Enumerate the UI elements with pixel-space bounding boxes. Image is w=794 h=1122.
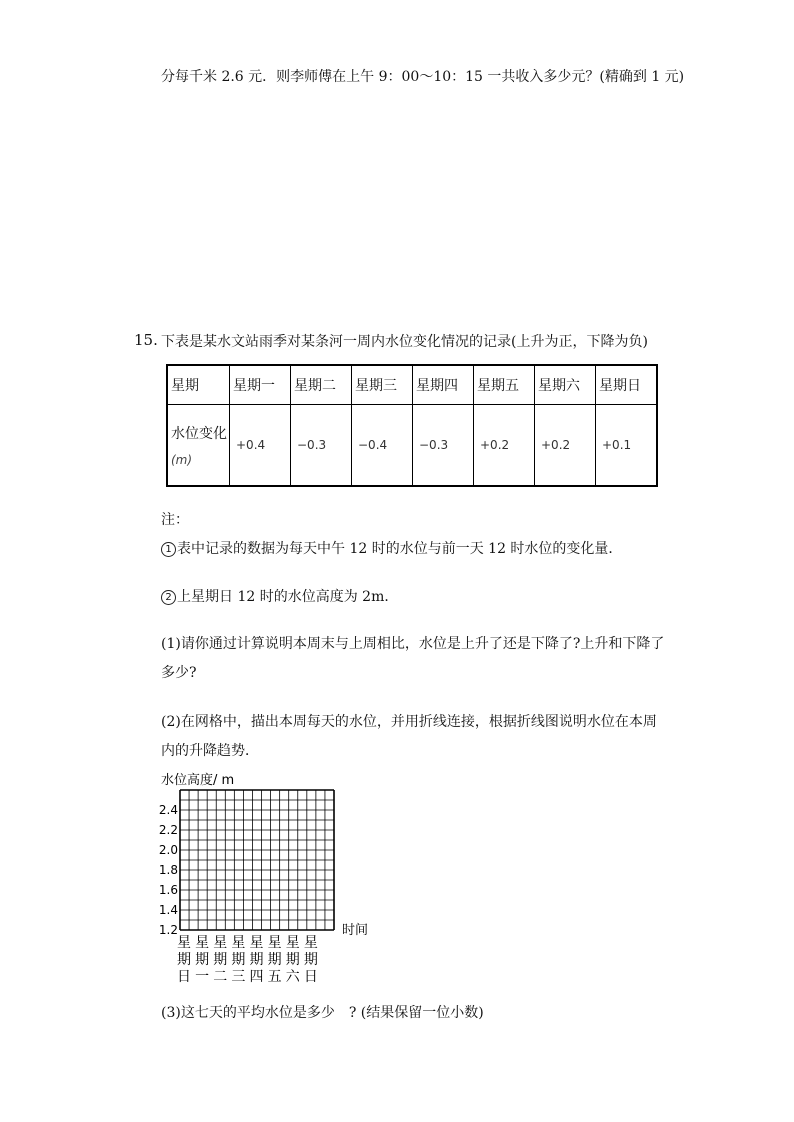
table-day: 星期四	[413, 365, 474, 405]
x-category-label: 五	[267, 969, 282, 985]
y-tick-label: 2.2	[158, 823, 178, 837]
y-tick-label: 2.0	[158, 843, 178, 857]
table-value: +0.1	[596, 405, 658, 487]
chart-x-categories	[177, 935, 318, 985]
note-number-badge: 2	[161, 590, 176, 605]
table-value: −0.3	[291, 405, 352, 487]
table-day: 星期日	[596, 365, 658, 405]
table-value: +0.2	[474, 405, 535, 487]
x-category-label: 期	[303, 952, 318, 968]
note-2	[161, 586, 398, 606]
x-category-label: 日	[177, 969, 191, 985]
previous-question-tail: 分每千米 2.6 元．则李师傅在上午 9：00～10：15 一共收入多少元？(精确到 1 元)	[161, 69, 685, 85]
x-category-label: 二	[213, 969, 228, 985]
x-category-label: 星	[231, 935, 246, 951]
chart-y-ticks	[159, 803, 178, 937]
table-day: 星期一	[230, 365, 291, 405]
x-category-label: 星	[285, 935, 300, 951]
table-header-row	[167, 365, 657, 405]
x-category-label: 星	[303, 935, 318, 951]
x-category-label: 三	[231, 969, 246, 985]
x-category-label: 期	[231, 952, 246, 968]
x-category-label: 期	[177, 952, 191, 968]
table-header-label: 星期	[167, 365, 230, 405]
water-level-grid-chart	[150, 768, 390, 990]
table-row-label	[167, 405, 230, 487]
note-number-badge: 1	[161, 542, 176, 557]
row-label-text: 水位变化	[171, 426, 227, 442]
table-day: 星期六	[535, 365, 596, 405]
row-label-unit: (m)	[171, 453, 193, 467]
x-category-label: 期	[267, 952, 282, 968]
note-1-text: 表中记录的数据为每天中午 12 时的水位与前一天 12 时水位的变化量．	[177, 541, 623, 557]
sub-question-3: (3)这七天的平均水位是多少 ? (结果保留一位小数)	[161, 1005, 484, 1021]
sub-question-1-cont: 多少?	[161, 665, 197, 681]
table-value: +0.4	[230, 405, 291, 487]
x-category-label: 日	[303, 969, 318, 985]
y-tick-label: 1.8	[158, 863, 178, 877]
x-category-label: 期	[213, 952, 228, 968]
y-tick-label: 1.6	[158, 883, 178, 897]
y-tick-label: 1.4	[158, 903, 178, 917]
table-value: +0.2	[535, 405, 596, 487]
sub-question-2-cont: 内的升降趋势．	[161, 743, 259, 759]
x-category-label: 期	[285, 952, 300, 968]
chart-xlabel: 时间	[342, 923, 369, 938]
table-day: 星期三	[352, 365, 413, 405]
question-text: 下表是某水文站雨季对某条河一周内水位变化情况的记录(上升为正，下降为负)	[161, 334, 648, 350]
x-category-label: 一	[195, 969, 210, 985]
x-category-label: 星	[195, 935, 210, 951]
table-value: −0.4	[352, 405, 413, 487]
y-tick-label: 1.2	[158, 923, 178, 937]
table-day: 星期二	[291, 365, 352, 405]
note-2-text: 上星期日 12 时的水位高度为 2m．	[177, 589, 399, 605]
note-1	[161, 538, 622, 558]
y-tick-label: 2.4	[158, 803, 178, 817]
table-value-row	[167, 405, 657, 487]
x-category-label: 星	[267, 935, 282, 951]
sub-question-2: (2)在网格中，描出本周每天的水位，并用折线连接，根据折线图说明水位在本周	[161, 714, 657, 730]
x-category-label: 六	[285, 969, 300, 985]
x-category-label: 四	[249, 969, 264, 985]
x-category-label: 期	[249, 952, 264, 968]
x-category-label: 星	[213, 935, 228, 951]
x-category-label: 星	[177, 935, 191, 951]
chart-ylabel: 水位高度/ m	[161, 773, 235, 788]
table-day: 星期五	[474, 365, 535, 405]
water-level-table	[166, 364, 658, 487]
sub-question-1: (1)请你通过计算说明本周末与上周相比，水位是上升了还是下降了?上升和下降了	[161, 636, 665, 652]
chart-grid	[180, 790, 334, 930]
table-value: −0.3	[413, 405, 474, 487]
question-number: 15.	[134, 331, 158, 349]
x-category-label: 星	[249, 935, 264, 951]
x-category-label: 期	[195, 952, 210, 968]
note-label: 注：	[161, 512, 189, 528]
